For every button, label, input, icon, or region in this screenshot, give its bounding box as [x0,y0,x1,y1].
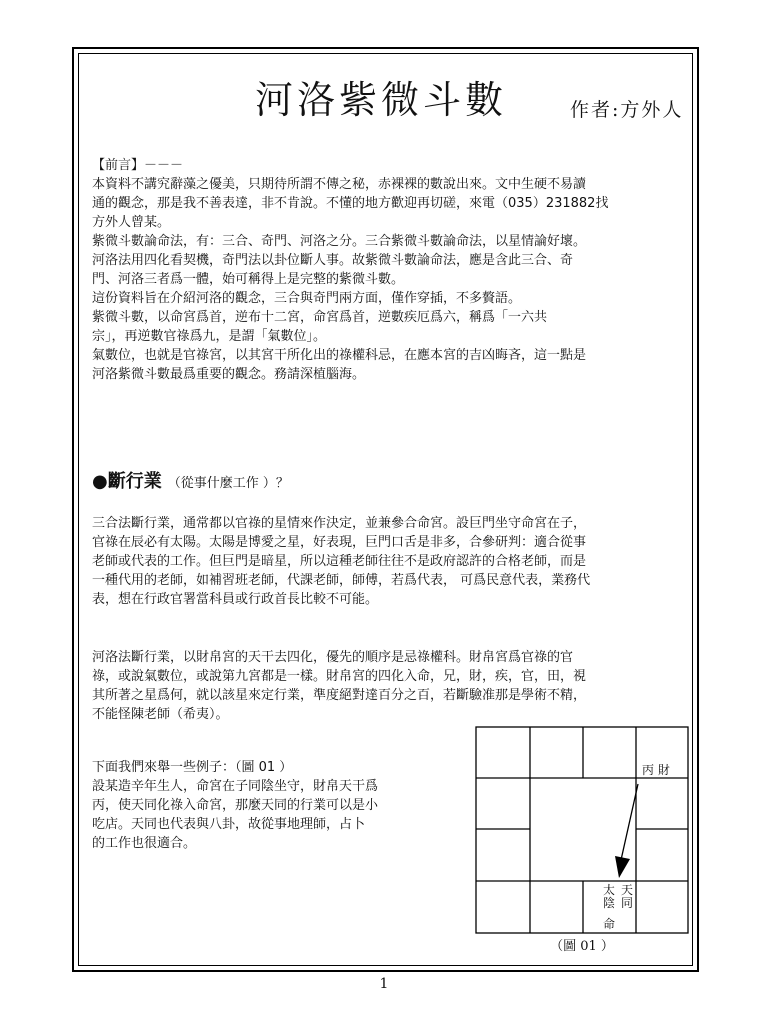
paragraph-line: 表，想在行政官署當科員或行政首長比較不可能。 [92,592,379,607]
paragraph-line: 的工作也很適合。 [92,836,197,851]
paragraph-line: 官祿在辰必有太陽。太陽是博愛之星，好表現，巨門口舌是非多，合參研判：適合從事 [92,535,587,550]
figure-caption: （圖 01 ） [550,939,614,954]
palace-grid-lines [476,727,688,933]
paragraph-line: 丙，使天同化祿入命宮，那麼天同的行業可以是小 [92,798,379,813]
section-title: ●斷行業 [92,471,162,492]
preface-line: 河洛紫微斗數最爲重要的觀念。務請深植腦海。 [92,367,366,382]
palace-label-ming: 命 [603,917,616,931]
paragraph-line: 河洛法斷行業，以財帛宮的天干去四化，優先的順序是忌祿權科。財帛宮爲官祿的官 [92,650,574,665]
palace-chart-diagram [475,726,689,936]
paragraph-example [92,758,442,853]
preface-block [92,156,672,384]
section-heading [92,467,289,493]
paragraph-heluo [92,648,684,724]
preface-line: 本資料不講究辭藻之優美，只期待所謂不傳之秘，赤裸裸的數說出來。文中生硬不易讀 [92,177,587,192]
paragraph-line: 下面我們來舉一些例子：（圖 01 ） [92,760,293,775]
palace-grid-border [476,727,688,933]
star-label-tong: 同 [621,896,634,910]
paragraph-line: 不能怪陳老師（希夷）。 [92,707,229,722]
paragraph-line: 一種代用的老師，如補習班老師，代課老師，師傅，若爲代表， 可爲民意代表，業務代 [92,573,591,588]
preface-line: 河洛法用四化看契機，奇門法以卦位斷人事。故紫微斗數論命法，應是含此三合、奇 [92,253,574,268]
preface-line: 紫微斗數論命法，有：三合、奇門、河洛之分。三合紫微斗數論命法，以星情論好壞。 [92,234,587,249]
paragraph-sanhe [92,514,684,609]
paragraph-line: 吃店。天同也代表與八卦，故從事地理師，占卜 [92,817,366,832]
star-label-tian: 天 [621,883,634,897]
paragraph-line: 三合法斷行業，通常都以官祿的星情來作決定，並兼參合命宮。設巨門坐守命宮在子， [92,516,587,531]
preface-line: 【前言】－－－ [92,158,184,173]
preface-line: 宗」，再逆數官祿爲九，是謂「氣數位」。 [92,329,327,344]
preface-line: 方外人曾某。 [92,215,171,230]
section-subtitle: （從事什麼工作 ）？ [167,476,289,491]
palace-label-bing-cai: 丙 財 [642,763,670,777]
paragraph-line: 設某造辛年生人，命宮在子同陰坐守，財帛天干爲 [92,779,379,794]
preface-line: 這份資料旨在介紹河洛的觀念，三合與奇門兩方面，僅作穿插，不多贅語。 [92,291,522,306]
star-label-tai: 太 [603,883,616,897]
preface-line: 氣數位，也就是官祿宮，以其宮干所化出的祿權科忌，在應本宮的吉凶晦吝，這一點是 [92,348,587,363]
preface-line: 通的觀念，那是我不善表達，非不肯說。不懂的地方歡迎再切磋，來電（035）231882找 [92,196,609,211]
hualu-arrow-head [615,856,630,878]
paragraph-line: 其所著之星爲何，就以該星來定行業，準度絕對達百分之百，若斷驗准那是學術不精， [92,688,587,703]
paragraph-line: 祿，或說氣數位，或說第九宮都是一樣。財帛宮的四化入命，兄，財，疾，官，田，視 [92,669,587,684]
author-line: 作者:方外人 [570,99,684,121]
document-title: 河洛紫微斗數 [255,78,508,122]
preface-line: 紫微斗數，以命宮爲首，逆布十二宮，命宮爲首，逆數疾厄爲六，稱爲「一六共 [92,310,548,325]
preface-line: 門、河洛三者爲一體，始可稱得上是完整的紫微斗數。 [92,272,405,287]
star-label-yin: 陰 [603,896,616,910]
page-number: 1 [379,976,389,992]
paragraph-line: 老師或代表的工作。但巨門是暗星，所以這種老師往往不是政府認許的合格老師，而是 [92,554,587,569]
